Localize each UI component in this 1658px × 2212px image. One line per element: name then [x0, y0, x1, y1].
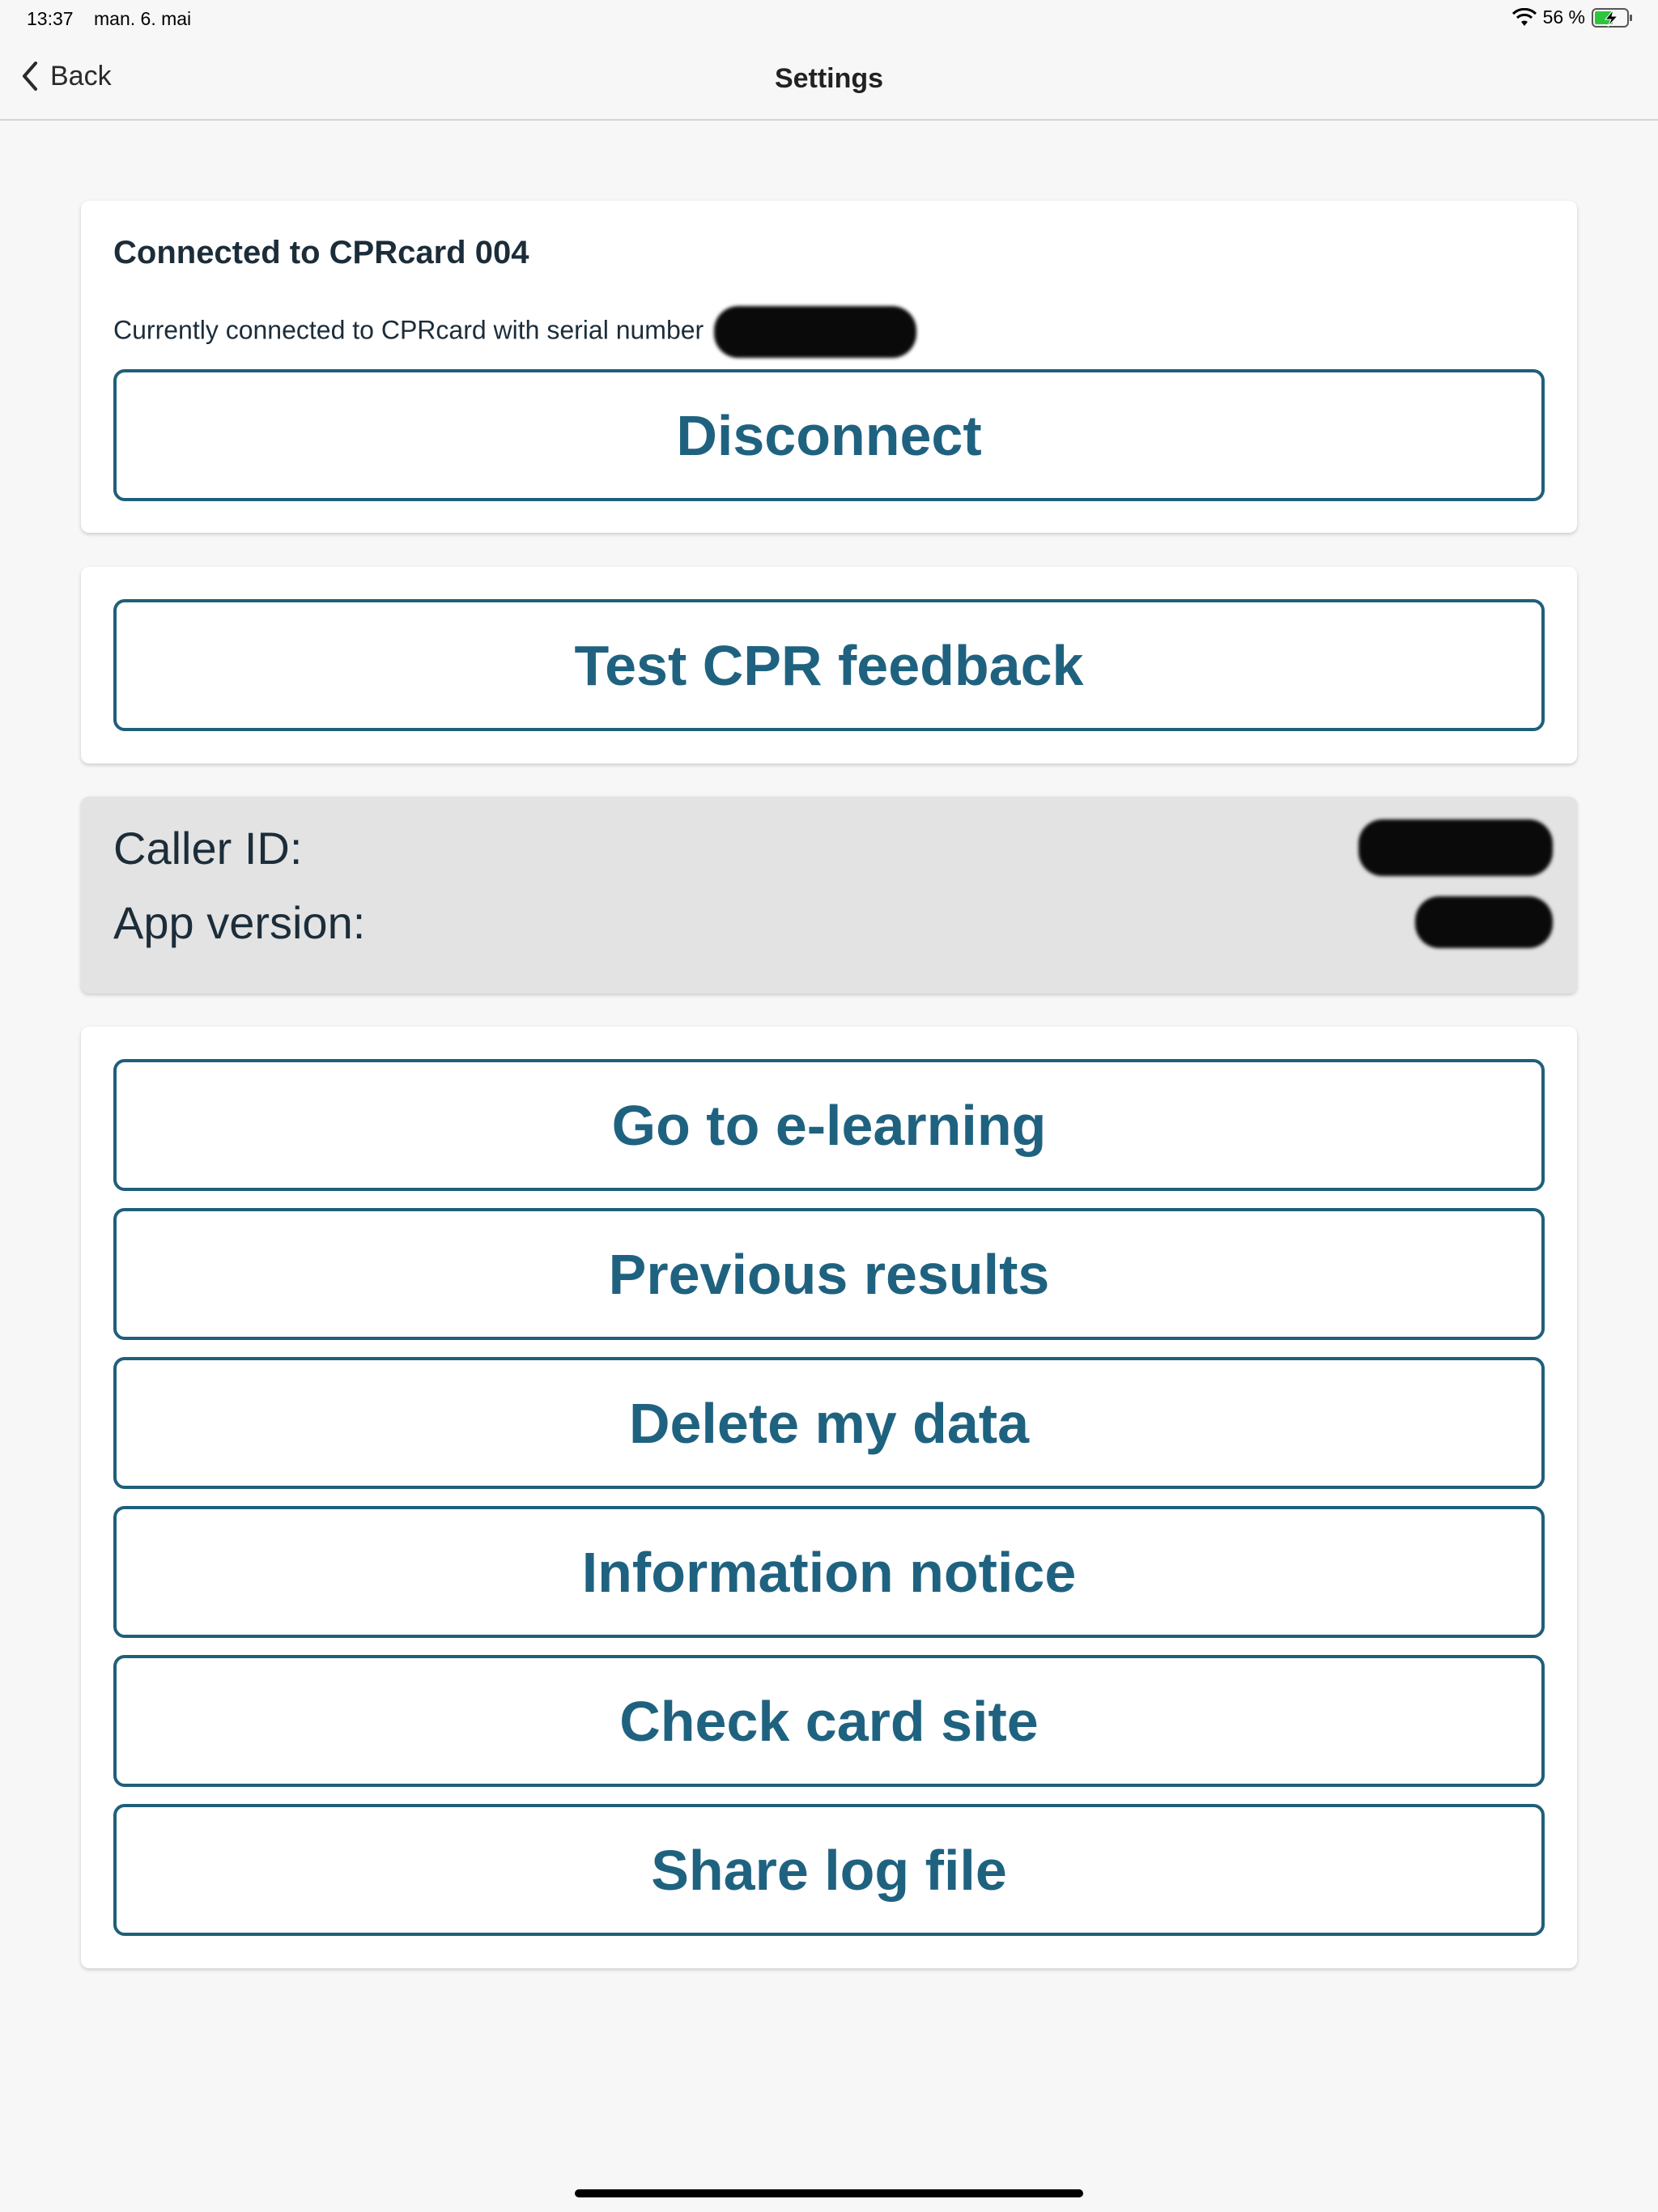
connection-description: [113, 306, 916, 358]
navigation-bar: [0, 39, 1658, 121]
information-notice-button[interactable]: Information notice: [113, 1506, 1545, 1638]
caller-id-label: Caller ID:: [113, 822, 303, 874]
app-version-redacted: [1415, 896, 1553, 948]
battery-percent: 56 %: [1542, 6, 1585, 28]
actions-card: [81, 1027, 1577, 1968]
e-learning-button[interactable]: Go to e-learning: [113, 1059, 1545, 1191]
test-card: [81, 567, 1577, 764]
caller-id-redacted: [1358, 819, 1553, 876]
connection-title: Connected to CPRcard 004: [113, 235, 529, 270]
info-card: [81, 797, 1577, 993]
status-bar: [0, 0, 1658, 39]
delete-my-data-button[interactable]: Delete my data: [113, 1357, 1545, 1489]
app-version-row: [113, 894, 1553, 951]
home-indicator[interactable]: [575, 2189, 1083, 2197]
serial-number-redacted: [714, 306, 916, 358]
battery-charging-icon: [1592, 7, 1634, 28]
status-time: 13:37: [27, 8, 74, 29]
wifi-icon: [1512, 8, 1537, 28]
app-version-label: App version:: [113, 896, 366, 948]
test-cpr-feedback-button[interactable]: Test CPR feedback: [113, 599, 1545, 731]
share-log-file-button[interactable]: Share log file: [113, 1804, 1545, 1936]
check-card-site-button[interactable]: Check card site: [113, 1655, 1545, 1787]
connection-description-text: Currently connected to CPRcard with serial number: [113, 315, 704, 345]
previous-results-button[interactable]: Previous results: [113, 1208, 1545, 1340]
back-label: Back: [50, 60, 112, 91]
disconnect-button[interactable]: Disconnect: [113, 369, 1545, 501]
caller-id-row: [113, 819, 1553, 876]
status-indicators: [1512, 6, 1634, 28]
status-date: man. 6. mai: [94, 8, 192, 29]
page-title: Settings: [774, 63, 884, 94]
connection-card: [81, 201, 1577, 533]
